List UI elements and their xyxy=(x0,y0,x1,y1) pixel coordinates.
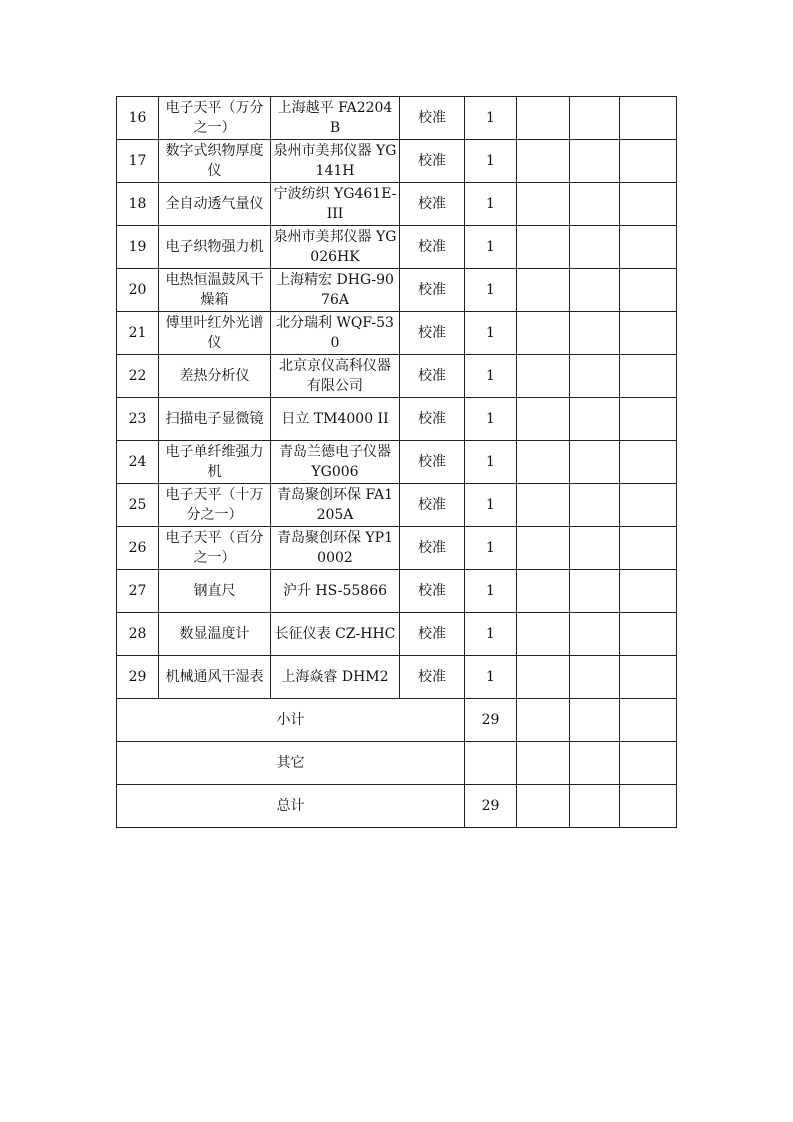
equipment-name-cell: 数显温度计 xyxy=(159,613,271,656)
service-type-cell: 校准 xyxy=(400,97,465,140)
quantity-cell: 1 xyxy=(465,441,517,484)
equipment-name-cell: 电子天平（万分之一） xyxy=(159,97,271,140)
row-number-cell: 19 xyxy=(117,226,159,269)
blank-cell xyxy=(620,785,677,828)
equipment-name-cell: 全自动透气量仪 xyxy=(159,183,271,226)
quantity-cell: 1 xyxy=(465,97,517,140)
blank-cell xyxy=(517,269,570,312)
table-row xyxy=(117,484,677,527)
service-type-cell: 校准 xyxy=(400,312,465,355)
quantity-cell: 1 xyxy=(465,312,517,355)
blank-cell xyxy=(517,699,570,742)
manufacturer-model-cell: 沪升 HS-55866 xyxy=(271,570,400,613)
quantity-cell: 1 xyxy=(465,269,517,312)
blank-cell xyxy=(620,570,677,613)
summary-row xyxy=(117,742,677,785)
row-number-cell: 16 xyxy=(117,97,159,140)
equipment-name-cell: 电子单纤维强力机 xyxy=(159,441,271,484)
blank-cell xyxy=(620,484,677,527)
service-type-cell: 校准 xyxy=(400,226,465,269)
blank-cell xyxy=(620,355,677,398)
manufacturer-model-cell: 长征仪表 CZ-HHC xyxy=(271,613,400,656)
quantity-cell: 1 xyxy=(465,527,517,570)
blank-cell xyxy=(517,398,570,441)
quantity-cell: 1 xyxy=(465,656,517,699)
blank-cell xyxy=(620,441,677,484)
table-row xyxy=(117,183,677,226)
table-row xyxy=(117,570,677,613)
blank-cell xyxy=(517,97,570,140)
blank-cell xyxy=(570,785,620,828)
equipment-name-cell: 数字式织物厚度仪 xyxy=(159,140,271,183)
equipment-name-cell: 电子织物强力机 xyxy=(159,226,271,269)
blank-cell xyxy=(620,269,677,312)
blank-cell xyxy=(570,699,620,742)
blank-cell xyxy=(620,183,677,226)
equipment-name-cell: 扫描电子显微镜 xyxy=(159,398,271,441)
service-type-cell: 校准 xyxy=(400,527,465,570)
service-type-cell: 校准 xyxy=(400,613,465,656)
blank-cell xyxy=(620,527,677,570)
row-number-cell: 22 xyxy=(117,355,159,398)
table-row xyxy=(117,140,677,183)
manufacturer-model-cell: 日立 TM4000 II xyxy=(271,398,400,441)
table-row xyxy=(117,398,677,441)
summary-label-cell: 其它 xyxy=(117,742,465,785)
manufacturer-model-cell: 青岛兰德电子仪器 YG006 xyxy=(271,441,400,484)
row-number-cell: 28 xyxy=(117,613,159,656)
blank-cell xyxy=(620,699,677,742)
blank-cell xyxy=(517,527,570,570)
equipment-name-cell: 电子天平（百分之一） xyxy=(159,527,271,570)
service-type-cell: 校准 xyxy=(400,355,465,398)
blank-cell xyxy=(517,140,570,183)
quantity-cell: 1 xyxy=(465,355,517,398)
blank-cell xyxy=(570,140,620,183)
quantity-cell: 1 xyxy=(465,183,517,226)
service-type-cell: 校准 xyxy=(400,656,465,699)
table-row xyxy=(117,355,677,398)
blank-cell xyxy=(570,527,620,570)
blank-cell xyxy=(620,742,677,785)
row-number-cell: 27 xyxy=(117,570,159,613)
table-row xyxy=(117,613,677,656)
blank-cell xyxy=(620,97,677,140)
blank-cell xyxy=(570,398,620,441)
equipment-name-cell: 机械通风干湿表 xyxy=(159,656,271,699)
blank-cell xyxy=(570,312,620,355)
blank-cell xyxy=(570,441,620,484)
quantity-cell: 1 xyxy=(465,570,517,613)
row-number-cell: 21 xyxy=(117,312,159,355)
blank-cell xyxy=(620,312,677,355)
blank-cell xyxy=(517,183,570,226)
blank-cell xyxy=(570,613,620,656)
quantity-cell: 1 xyxy=(465,398,517,441)
blank-cell xyxy=(570,656,620,699)
equipment-name-cell: 电子天平（十万分之一） xyxy=(159,484,271,527)
summary-label-cell: 总计 xyxy=(117,785,465,828)
manufacturer-model-cell: 泉州市美邦仪器 YG026HK xyxy=(271,226,400,269)
blank-cell xyxy=(620,398,677,441)
blank-cell xyxy=(517,613,570,656)
service-type-cell: 校准 xyxy=(400,269,465,312)
blank-cell xyxy=(620,656,677,699)
blank-cell xyxy=(517,742,570,785)
blank-cell xyxy=(517,656,570,699)
table-body xyxy=(117,97,677,828)
service-type-cell: 校准 xyxy=(400,441,465,484)
summary-quantity-cell: 29 xyxy=(465,699,517,742)
table-row xyxy=(117,656,677,699)
manufacturer-model-cell: 上海精宏 DHG-9076A xyxy=(271,269,400,312)
blank-cell xyxy=(517,226,570,269)
row-number-cell: 24 xyxy=(117,441,159,484)
blank-cell xyxy=(517,570,570,613)
blank-cell xyxy=(517,441,570,484)
summary-row xyxy=(117,699,677,742)
quantity-cell: 1 xyxy=(465,140,517,183)
summary-quantity-cell: 29 xyxy=(465,785,517,828)
quantity-cell: 1 xyxy=(465,226,517,269)
blank-cell xyxy=(570,484,620,527)
service-type-cell: 校准 xyxy=(400,570,465,613)
table-row xyxy=(117,97,677,140)
row-number-cell: 17 xyxy=(117,140,159,183)
equipment-name-cell: 电热恒温鼓风干燥箱 xyxy=(159,269,271,312)
quantity-cell: 1 xyxy=(465,484,517,527)
service-type-cell: 校准 xyxy=(400,484,465,527)
blank-cell xyxy=(570,269,620,312)
blank-cell xyxy=(517,312,570,355)
blank-cell xyxy=(570,355,620,398)
summary-quantity-cell xyxy=(465,742,517,785)
table-row xyxy=(117,312,677,355)
blank-cell xyxy=(570,97,620,140)
table-row xyxy=(117,226,677,269)
row-number-cell: 20 xyxy=(117,269,159,312)
manufacturer-model-cell: 上海越平 FA2204B xyxy=(271,97,400,140)
quantity-cell: 1 xyxy=(465,613,517,656)
service-type-cell: 校准 xyxy=(400,183,465,226)
equipment-name-cell: 傅里叶红外光谱仪 xyxy=(159,312,271,355)
table-row xyxy=(117,269,677,312)
row-number-cell: 25 xyxy=(117,484,159,527)
equipment-name-cell: 钢直尺 xyxy=(159,570,271,613)
row-number-cell: 23 xyxy=(117,398,159,441)
blank-cell xyxy=(570,570,620,613)
manufacturer-model-cell: 青岛聚创环保 YP10002 xyxy=(271,527,400,570)
equipment-table xyxy=(116,96,677,828)
blank-cell xyxy=(570,226,620,269)
equipment-name-cell: 差热分析仪 xyxy=(159,355,271,398)
blank-cell xyxy=(570,742,620,785)
blank-cell xyxy=(620,226,677,269)
blank-cell xyxy=(517,355,570,398)
row-number-cell: 26 xyxy=(117,527,159,570)
manufacturer-model-cell: 泉州市美邦仪器 YG 141H xyxy=(271,140,400,183)
service-type-cell: 校准 xyxy=(400,140,465,183)
manufacturer-model-cell: 北京京仪高科仪器有限公司 xyxy=(271,355,400,398)
blank-cell xyxy=(570,183,620,226)
summary-row xyxy=(117,785,677,828)
blank-cell xyxy=(620,140,677,183)
table-row xyxy=(117,441,677,484)
blank-cell xyxy=(517,785,570,828)
row-number-cell: 29 xyxy=(117,656,159,699)
manufacturer-model-cell: 北分瑞利 WQF-530 xyxy=(271,312,400,355)
blank-cell xyxy=(620,613,677,656)
summary-label-cell: 小计 xyxy=(117,699,465,742)
blank-cell xyxy=(517,484,570,527)
table-row xyxy=(117,527,677,570)
manufacturer-model-cell: 宁波纺织 YG461E-III xyxy=(271,183,400,226)
service-type-cell: 校准 xyxy=(400,398,465,441)
manufacturer-model-cell: 上海焱睿 DHM2 xyxy=(271,656,400,699)
row-number-cell: 18 xyxy=(117,183,159,226)
manufacturer-model-cell: 青岛聚创环保 FA1205A xyxy=(271,484,400,527)
